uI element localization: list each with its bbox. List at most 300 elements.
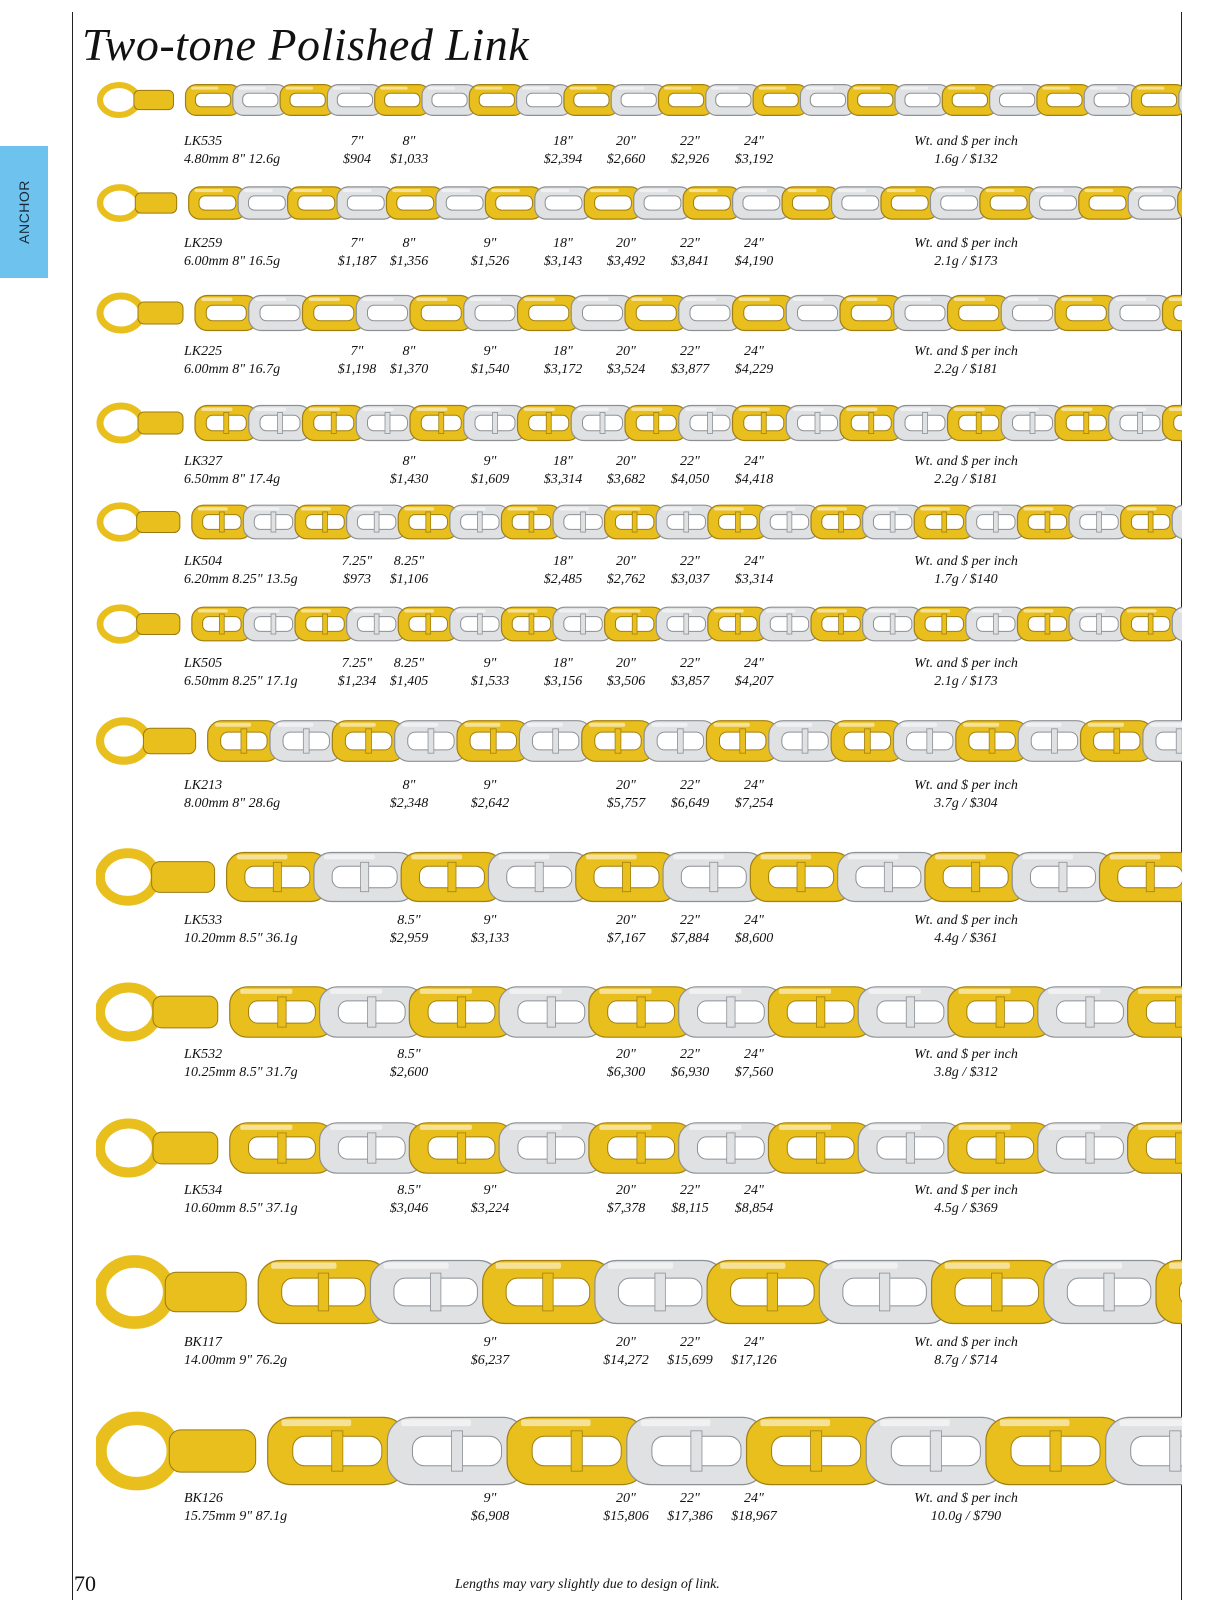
chain-link (948, 406, 1011, 441)
product-sku: LK213 (184, 778, 223, 793)
chain-link (831, 721, 904, 762)
chain-link (768, 1123, 872, 1173)
length-label: 24" (744, 1491, 764, 1506)
length-label: 8" (402, 778, 416, 793)
chain-link (1038, 1123, 1142, 1173)
chain-link (571, 296, 634, 331)
length-label: 8" (402, 134, 416, 149)
clasp-icon (100, 406, 183, 440)
price-value: $4,229 (734, 362, 774, 377)
chain-link (894, 406, 957, 441)
section-tab[interactable] (0, 146, 48, 278)
price-value: $7,884 (670, 931, 710, 946)
chain-link (464, 296, 527, 331)
price-value: $3,314 (543, 472, 583, 487)
chain-link (320, 987, 424, 1037)
weight-per-inch-value: 3.8g / $312 (934, 1065, 998, 1080)
price-value: $3,841 (670, 254, 710, 269)
chain-link (625, 406, 688, 441)
chain-image (96, 712, 1182, 770)
chain-link (840, 406, 903, 441)
chain-link (1055, 406, 1118, 441)
price-value: $6,237 (470, 1353, 510, 1368)
price-value: $2,762 (606, 572, 646, 587)
chain-link (747, 1417, 886, 1484)
length-label: 7" (350, 134, 364, 149)
chain-link (706, 721, 779, 762)
length-label: 8" (402, 454, 416, 469)
length-label: 24" (744, 1335, 764, 1350)
price-value: $1,430 (389, 472, 429, 487)
product-sku: BK126 (184, 1491, 223, 1506)
length-label: 24" (744, 236, 764, 251)
chain-link (948, 296, 1011, 331)
chain-link (499, 1123, 603, 1173)
chain-link (314, 853, 416, 902)
chain-image (96, 398, 1182, 448)
chain-link (409, 987, 513, 1037)
chain-link (932, 1261, 1063, 1324)
weight-per-inch-value: 1.6g / $132 (934, 152, 998, 167)
chain-link (948, 1123, 1052, 1173)
length-label: 24" (744, 134, 764, 149)
price-value: $8,600 (734, 931, 774, 946)
product-spec: 6.00mm 8" 16.7g (184, 362, 281, 377)
chain-link (819, 1261, 950, 1324)
chain-link (1044, 1261, 1175, 1324)
chain-link (410, 296, 473, 331)
length-label: 22" (680, 656, 700, 671)
length-label: 22" (680, 1491, 700, 1506)
chain-link (1018, 721, 1090, 762)
product-spec: 15.75mm 9" 87.1g (184, 1509, 288, 1524)
chain-image (96, 288, 1182, 338)
weight-per-inch-value: 1.7g / $140 (934, 572, 998, 587)
weight-per-inch-value: 3.7g / $304 (934, 796, 998, 811)
product-spec: 6.50mm 8.25" 17.1g (184, 674, 298, 689)
price-value: $1,234 (337, 674, 377, 689)
length-label: 7.25" (341, 554, 373, 569)
length-label: 22" (680, 454, 700, 469)
weight-per-inch-label: Wt. and $ per inch (914, 656, 1018, 671)
chain-link (948, 987, 1052, 1037)
price-value: $5,757 (606, 796, 646, 811)
weight-per-inch-value: 4.5g / $369 (934, 1201, 998, 1216)
chain-link (893, 721, 966, 762)
chain-link (518, 296, 581, 331)
chain-link (227, 853, 329, 902)
clasp-icon (100, 721, 196, 760)
length-label: 9" (483, 1491, 497, 1506)
chain-link (858, 1123, 962, 1173)
length-label: 18" (553, 656, 573, 671)
length-label: 24" (744, 913, 764, 928)
length-label: 9" (483, 656, 497, 671)
length-label: 20" (616, 1047, 636, 1062)
length-label: 18" (553, 344, 573, 359)
clasp-icon (100, 187, 177, 218)
chain-link (625, 296, 688, 331)
clasp-icon (100, 988, 218, 1037)
weight-per-inch-label: Wt. and $ per inch (914, 1491, 1018, 1506)
chain-link (401, 853, 503, 902)
chain-link (457, 721, 530, 762)
length-label: 20" (616, 1491, 636, 1506)
price-value: $2,926 (670, 152, 710, 167)
page-number: 70 (74, 1571, 96, 1596)
price-value: $1,533 (470, 674, 510, 689)
weight-per-inch-label: Wt. and $ per inch (914, 134, 1018, 149)
chain-link (750, 853, 852, 902)
chain-image (96, 976, 1182, 1048)
product-spec: 10.20mm 8.5" 36.1g (184, 931, 298, 946)
chain-link (589, 987, 693, 1037)
length-label: 22" (680, 1335, 700, 1350)
chain-link (656, 505, 716, 539)
price-value: $1,033 (389, 152, 429, 167)
chain-link (410, 406, 473, 441)
chain-link (1128, 1123, 1182, 1173)
weight-per-inch-label: Wt. and $ per inch (914, 554, 1018, 569)
chain-link (656, 607, 716, 641)
length-label: 9" (483, 454, 497, 469)
price-value: $3,877 (670, 362, 710, 377)
chain-link (507, 1417, 646, 1484)
chain-link (595, 1261, 726, 1324)
chain-link (268, 1417, 407, 1484)
price-value: $1,106 (389, 572, 429, 587)
length-label: 24" (744, 454, 764, 469)
length-label: 24" (744, 1047, 764, 1062)
price-value: $7,167 (606, 931, 646, 946)
chain-link (208, 721, 281, 762)
length-label: 18" (553, 236, 573, 251)
product-sku: LK327 (184, 454, 223, 469)
price-value: $3,314 (734, 572, 774, 587)
product-sku: BK117 (184, 1335, 222, 1350)
chain-link (518, 406, 581, 441)
price-value: $3,046 (389, 1201, 429, 1216)
length-label: 24" (744, 554, 764, 569)
chain-link (332, 721, 405, 762)
chain-link (249, 296, 312, 331)
chain-link (1001, 296, 1064, 331)
chain-link (786, 406, 849, 441)
chain-link (1109, 406, 1172, 441)
chain-link (840, 296, 903, 331)
weight-per-inch-label: Wt. and $ per inch (914, 454, 1018, 469)
product-sku: LK505 (184, 656, 223, 671)
weight-per-inch-value: 2.2g / $181 (934, 472, 998, 487)
price-value: $8,854 (734, 1201, 774, 1216)
chain-link (356, 296, 419, 331)
price-value: $4,050 (670, 472, 710, 487)
length-label: 20" (616, 344, 636, 359)
chain-link (858, 987, 962, 1037)
weight-per-inch-value: 4.4g / $361 (934, 931, 998, 946)
chain-link (914, 607, 974, 641)
weight-per-inch-value: 10.0g / $790 (930, 1509, 1002, 1524)
product-sku: LK225 (184, 344, 223, 359)
product-spec: 14.00mm 9" 76.2g (184, 1353, 288, 1368)
chain-link (303, 406, 366, 441)
chain-link (589, 1123, 693, 1173)
chain-image (96, 78, 1182, 122)
weight-per-inch-label: Wt. and $ per inch (914, 913, 1018, 928)
length-label: 22" (680, 778, 700, 793)
page-frame-right (1181, 12, 1182, 1600)
length-label: 20" (616, 913, 636, 928)
chain-link (483, 1261, 614, 1324)
chain-link (1109, 296, 1172, 331)
chain-link (679, 1123, 783, 1173)
clasp-icon (100, 85, 174, 115)
chain-link (1143, 721, 1182, 762)
chain-link (1156, 1261, 1182, 1324)
chain-link (195, 406, 258, 441)
length-label: 20" (616, 1183, 636, 1198)
length-label: 24" (744, 1183, 764, 1198)
length-label: 22" (680, 134, 700, 149)
price-value: $2,348 (389, 796, 429, 811)
length-label: 20" (616, 236, 636, 251)
chain-link (644, 721, 717, 762)
chain-link (1012, 853, 1113, 902)
chain-link (1055, 296, 1118, 331)
length-label: 8.25" (393, 554, 425, 569)
price-value: $14,272 (603, 1353, 649, 1368)
chain-link (986, 1417, 1125, 1484)
price-value: $1,356 (389, 254, 429, 269)
price-value: $3,172 (543, 362, 583, 377)
price-value: $15,806 (603, 1509, 649, 1524)
weight-per-inch-value: 2.1g / $173 (934, 254, 998, 269)
chain-link (1132, 85, 1182, 116)
weight-per-inch-label: Wt. and $ per inch (914, 236, 1018, 251)
chain-link (1038, 987, 1142, 1037)
price-value: $4,190 (734, 254, 774, 269)
chain-link (230, 987, 334, 1037)
length-label: 8.5" (397, 1047, 421, 1062)
chain-image (96, 498, 1182, 546)
price-value: $3,037 (670, 572, 710, 587)
chain-link (914, 505, 974, 539)
product-sku: LK535 (184, 134, 223, 149)
page-frame-left (72, 12, 73, 1600)
chain-link (679, 987, 783, 1037)
chain-link (1172, 505, 1182, 539)
chain-image (96, 1403, 1182, 1499)
price-value: $6,908 (470, 1509, 510, 1524)
product-sku: LK534 (184, 1183, 223, 1198)
price-value: $6,930 (670, 1065, 710, 1080)
weight-per-inch-value: 2.1g / $173 (934, 674, 998, 689)
weight-per-inch-label: Wt. and $ per inch (914, 344, 1018, 359)
length-label: 22" (680, 1183, 700, 1198)
chain-link (249, 406, 312, 441)
chain-link (356, 406, 419, 441)
product-sku: LK504 (184, 554, 223, 569)
price-value: $904 (343, 152, 371, 167)
length-label: 9" (483, 913, 497, 928)
product-sku: LK532 (184, 1047, 223, 1062)
chain-link (1017, 607, 1077, 641)
weight-per-inch-label: Wt. and $ per inch (914, 1335, 1018, 1350)
price-value: $3,192 (734, 152, 774, 167)
length-label: 22" (680, 1047, 700, 1062)
length-label: 24" (744, 656, 764, 671)
clasp-icon (100, 506, 180, 539)
price-value: $4,418 (734, 472, 774, 487)
chain-image (96, 180, 1182, 226)
length-label: 8" (402, 344, 416, 359)
section-tab-label: ANCHOR (16, 180, 33, 244)
length-label: 22" (680, 913, 700, 928)
chain-link (409, 1123, 513, 1173)
chain-link (1100, 853, 1183, 902)
chain-link (576, 853, 678, 902)
product-spec: 4.80mm 8" 12.6g (184, 152, 281, 167)
chain-link (395, 721, 468, 762)
chain-link (387, 1417, 526, 1484)
weight-per-inch-value: 8.7g / $714 (934, 1353, 998, 1368)
price-value: $18,967 (731, 1509, 777, 1524)
chain-link (663, 853, 765, 902)
length-label: 20" (616, 134, 636, 149)
chain-link (679, 296, 742, 331)
product-sku: LK259 (184, 236, 223, 251)
clasp-icon (100, 853, 215, 901)
clasp-icon (100, 608, 180, 641)
price-value: $3,506 (606, 674, 646, 689)
clasp-icon (100, 1418, 256, 1483)
chain-link (811, 505, 871, 539)
weight-per-inch-label: Wt. and $ per inch (914, 1047, 1018, 1062)
weight-per-inch-label: Wt. and $ per inch (914, 778, 1018, 793)
clasp-icon (100, 296, 183, 330)
price-value: $3,133 (470, 931, 510, 946)
length-label: 20" (616, 454, 636, 469)
chain-link (627, 1417, 766, 1484)
length-label: 9" (483, 236, 497, 251)
length-label: 8.25" (393, 656, 425, 671)
chain-link (925, 853, 1026, 902)
chain-link (295, 607, 355, 641)
price-value: $2,660 (606, 152, 646, 167)
price-value: $1,405 (389, 674, 429, 689)
product-spec: 8.00mm 8" 28.6g (184, 796, 281, 811)
product-spec: 6.00mm 8" 16.5g (184, 254, 281, 269)
chain-link (270, 721, 343, 762)
product-sku: LK533 (184, 913, 223, 928)
price-value: $2,959 (389, 931, 429, 946)
price-value: $7,254 (734, 796, 774, 811)
length-label: 8" (402, 236, 416, 251)
page-title: Two-tone Polished Link (82, 19, 530, 70)
price-value: $3,156 (543, 674, 583, 689)
chain-link (195, 296, 258, 331)
clasp-icon (100, 1261, 246, 1322)
product-spec: 10.25mm 8.5" 31.7g (184, 1065, 298, 1080)
price-value: $6,300 (606, 1065, 646, 1080)
footnote: Lengths may vary slightly due to design of link. (455, 1577, 720, 1592)
chain-link (768, 987, 872, 1037)
price-value: $1,370 (389, 362, 429, 377)
chain-link (956, 721, 1029, 762)
length-label: 24" (744, 344, 764, 359)
price-value: $15,699 (667, 1353, 713, 1368)
chain-image (96, 1247, 1182, 1337)
length-label: 9" (483, 344, 497, 359)
chain-link (1128, 987, 1182, 1037)
price-value: $3,682 (606, 472, 646, 487)
price-value: $3,224 (470, 1201, 510, 1216)
chain-link (811, 607, 871, 641)
length-label: 7.25" (341, 656, 373, 671)
chain-link (1172, 607, 1182, 641)
chain-link (230, 1123, 334, 1173)
length-label: 18" (553, 454, 573, 469)
product-spec: 6.50mm 8" 17.4g (184, 472, 281, 487)
chain-link (1163, 406, 1183, 441)
product-spec: 10.60mm 8.5" 37.1g (184, 1201, 298, 1216)
price-value: $3,492 (606, 254, 646, 269)
chain-link (866, 1417, 1005, 1484)
price-value: $17,126 (731, 1353, 777, 1368)
price-value: $3,524 (606, 362, 646, 377)
price-value: $6,649 (670, 796, 710, 811)
chain-image (96, 600, 1182, 648)
price-value: $1,187 (337, 254, 377, 269)
chain-link (519, 721, 592, 762)
price-value: $2,642 (470, 796, 510, 811)
length-label: 9" (483, 1183, 497, 1198)
length-label: 20" (616, 778, 636, 793)
length-label: 20" (616, 554, 636, 569)
length-label: 20" (616, 1335, 636, 1350)
chain-link (370, 1261, 501, 1324)
price-value: $7,560 (734, 1065, 774, 1080)
chain-link (1017, 505, 1077, 539)
price-value: $3,857 (670, 674, 710, 689)
length-label: 8.5" (397, 1183, 421, 1198)
length-label: 18" (553, 134, 573, 149)
chain-link (1001, 406, 1064, 441)
chain-image (96, 842, 1182, 912)
length-label: 22" (680, 236, 700, 251)
product-spec: 6.20mm 8.25" 13.5g (184, 572, 298, 587)
chain-link (1081, 721, 1154, 762)
chain-link (1106, 1417, 1182, 1484)
price-value: $2,600 (389, 1065, 429, 1080)
length-label: 9" (483, 778, 497, 793)
price-value: $17,386 (667, 1509, 713, 1524)
chain-link (733, 296, 796, 331)
price-value: $3,143 (543, 254, 583, 269)
chain-link (571, 406, 634, 441)
chain-link (1163, 296, 1183, 331)
chain-link (786, 296, 849, 331)
chain-link (894, 296, 957, 331)
chain-link (582, 721, 655, 762)
length-label: 20" (616, 656, 636, 671)
length-label: 7" (350, 344, 364, 359)
chain-link (733, 406, 796, 441)
price-value: $973 (343, 572, 371, 587)
price-value: $1,526 (470, 254, 510, 269)
weight-per-inch-label: Wt. and $ per inch (914, 1183, 1018, 1198)
price-value: $8,115 (671, 1201, 709, 1216)
